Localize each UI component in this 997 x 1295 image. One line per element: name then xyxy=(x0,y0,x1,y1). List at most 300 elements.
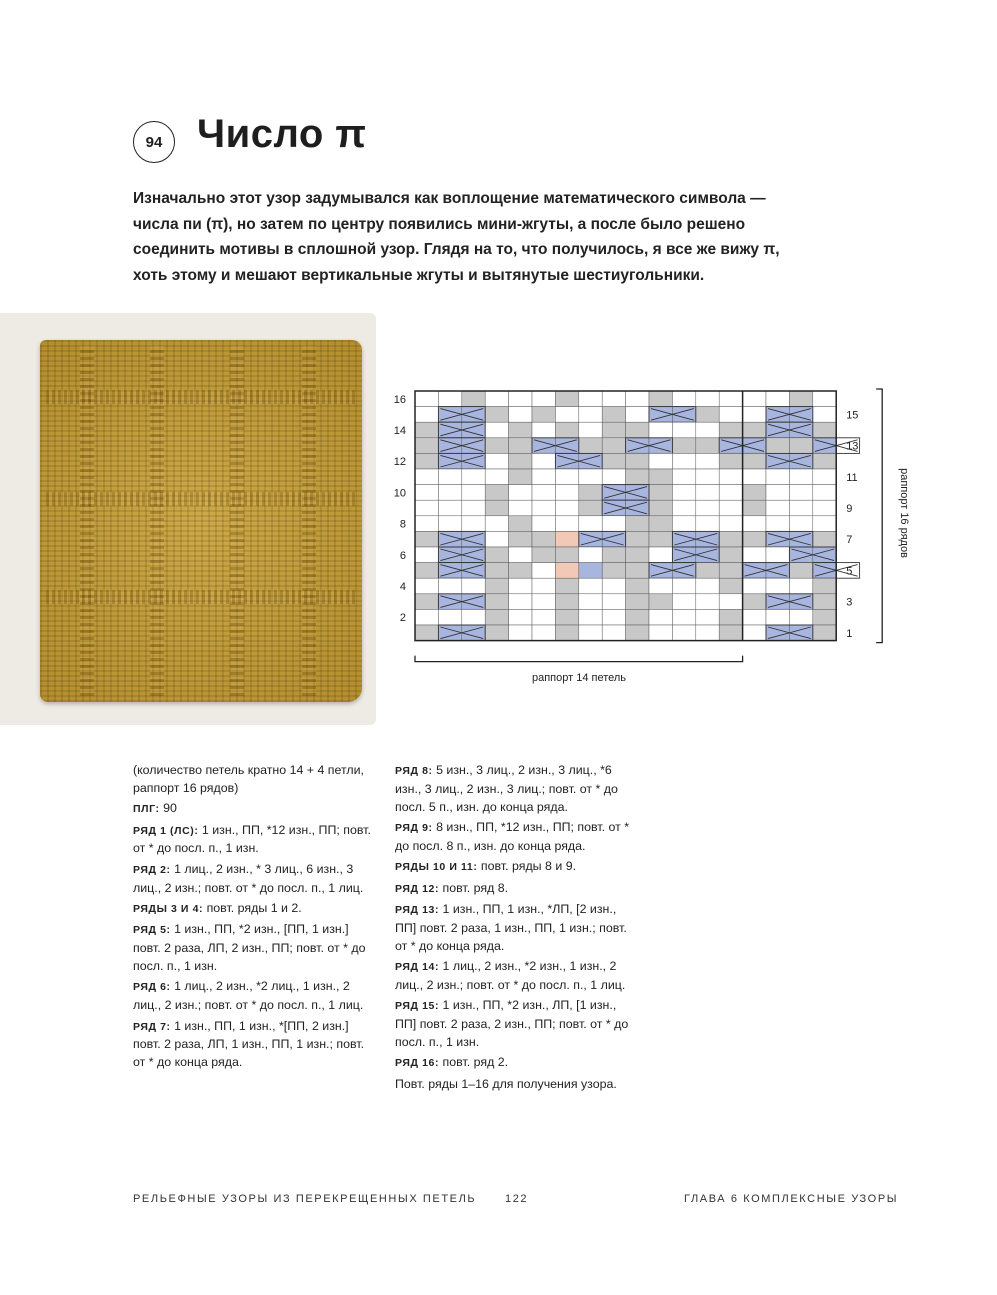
chart-cell xyxy=(602,516,625,532)
chart-cell xyxy=(626,469,649,485)
chart-cell xyxy=(649,625,672,641)
intro-paragraph xyxy=(133,186,813,288)
instruction-paragraph xyxy=(395,1076,640,1094)
chart-cell xyxy=(579,438,602,454)
chart-cell xyxy=(672,594,695,610)
chart-cell xyxy=(415,422,438,438)
chart-cell xyxy=(579,407,602,423)
chart-cell xyxy=(813,407,836,423)
chart-cell xyxy=(532,485,555,501)
instruction-row-label: РЯД 15: xyxy=(395,1000,440,1013)
chart-cell xyxy=(509,578,532,594)
footer-section-title: РЕЛЬЕФНЫЕ УЗОРЫ ИЗ ПЕРЕКРЕЩЕННЫХ ПЕТЕЛЬ xyxy=(133,1193,477,1205)
chart-cell xyxy=(438,609,461,625)
chart-cell xyxy=(462,485,485,501)
chart-cell xyxy=(509,516,532,532)
chart-cell xyxy=(766,516,789,532)
chart-cell xyxy=(579,485,602,501)
chart-cell xyxy=(462,500,485,516)
chart-cell xyxy=(555,531,578,547)
chart-cell xyxy=(485,594,508,610)
chart-cell xyxy=(672,469,695,485)
instruction-paragraph xyxy=(395,819,640,856)
left-row-number: 10 xyxy=(393,487,406,500)
instruction-row-label: РЯДЫ 3 И 4: xyxy=(133,902,204,915)
chart-cell xyxy=(789,469,812,485)
chart-cell xyxy=(555,391,578,407)
right-row-number: 11 xyxy=(846,471,858,484)
chart-cell xyxy=(532,625,555,641)
chart-cell xyxy=(415,516,438,532)
instruction-paragraph xyxy=(395,880,640,899)
chart-cell xyxy=(532,609,555,625)
page-title: Число π xyxy=(197,112,367,156)
chart-cell xyxy=(766,438,789,454)
chart-cell xyxy=(813,391,836,407)
chart-cell xyxy=(509,609,532,625)
chart-cell xyxy=(789,578,812,594)
chart-cell xyxy=(719,500,742,516)
chart-cell xyxy=(696,391,719,407)
chart-cell xyxy=(672,422,695,438)
chart-cell xyxy=(462,609,485,625)
chart-cell xyxy=(438,516,461,532)
chart-cell xyxy=(485,453,508,469)
chart-cell xyxy=(719,469,742,485)
instruction-paragraph xyxy=(133,861,373,898)
chart-cell xyxy=(626,625,649,641)
chart-cell xyxy=(415,563,438,579)
chart-cell xyxy=(789,516,812,532)
chart-cell xyxy=(789,609,812,625)
chart-cell xyxy=(485,609,508,625)
instruction-row-label: РЯД 9: xyxy=(395,821,433,834)
instruction-text: (количество петель кратно 14 + 4 петли, раппорт 16 рядов) xyxy=(133,763,364,795)
chart-cell xyxy=(415,578,438,594)
chart-cell xyxy=(509,625,532,641)
chart-cell xyxy=(649,391,672,407)
chart-cell xyxy=(789,391,812,407)
chart-cell xyxy=(509,500,532,516)
chart-cell xyxy=(509,594,532,610)
right-row-number: 1 xyxy=(846,627,853,640)
chart-cell xyxy=(555,407,578,423)
chart-cell xyxy=(415,594,438,610)
chart-cell xyxy=(813,500,836,516)
chart-cell xyxy=(743,485,766,501)
chart-cell xyxy=(462,516,485,532)
intro-line: хоть этому и мешают вертикальные жгуты и вытянутые шестиугольники. xyxy=(133,266,705,284)
chart-cell xyxy=(485,531,508,547)
chart-cell xyxy=(719,516,742,532)
chart-cell xyxy=(415,469,438,485)
instruction-text: 1 лиц., 2 изн., *2 изн., 1 изн., 2 лиц., 2 изн.; повт. от * до посл. п., 1 лиц. xyxy=(395,958,626,992)
chart-cell xyxy=(532,407,555,423)
right-row-number: 7 xyxy=(846,534,853,547)
chart-cell xyxy=(649,547,672,563)
chart-cell xyxy=(649,516,672,532)
chart-cell xyxy=(462,578,485,594)
chart-cell xyxy=(766,500,789,516)
stitch-repeat-label: раппорт 14 петель xyxy=(531,672,627,684)
right-row-number: 9 xyxy=(846,503,853,515)
chart-cell xyxy=(555,516,578,532)
chart-cell xyxy=(766,469,789,485)
chart-cell xyxy=(579,547,602,563)
chart-cell xyxy=(696,578,719,594)
instruction-row-label: РЯД 13: xyxy=(395,903,440,916)
chart-cell xyxy=(485,438,508,454)
instruction-row-label: РЯД 6: xyxy=(133,981,171,994)
chart-cell xyxy=(813,469,836,485)
chart-cell xyxy=(415,407,438,423)
chart-cell xyxy=(509,438,532,454)
chart-cell xyxy=(696,453,719,469)
instruction-row-label: ПЛГ: xyxy=(133,803,160,816)
chart-cell xyxy=(719,485,742,501)
instruction-row-label: РЯД 16: xyxy=(395,1057,440,1070)
chart-cell xyxy=(602,422,625,438)
left-row-number: 4 xyxy=(399,581,406,593)
chart-cell xyxy=(509,453,532,469)
chart-cell xyxy=(813,453,836,469)
chart-cell xyxy=(602,469,625,485)
chart-cell xyxy=(485,500,508,516)
chart-cell xyxy=(649,531,672,547)
chart-cell xyxy=(626,563,649,579)
chart-cell xyxy=(415,547,438,563)
chart-cell xyxy=(672,500,695,516)
chart-cell xyxy=(532,594,555,610)
chart-cell xyxy=(602,453,625,469)
instruction-paragraph xyxy=(395,997,640,1051)
chart-cell xyxy=(509,469,532,485)
instruction-row-label: РЯД 1 (ЛС): xyxy=(133,824,199,837)
chart-cell xyxy=(602,609,625,625)
swatch-photo xyxy=(0,313,376,725)
instruction-paragraph xyxy=(133,1018,373,1072)
instruction-text: повт. ряды 1 и 2. xyxy=(203,900,302,915)
row-repeat-label: раппорт 16 рядов xyxy=(898,468,910,558)
chart-cell xyxy=(743,469,766,485)
instruction-text: 8 изн., ПП, *12 изн., ПП; повт. от * до посл. 8 п., изн. до конца ряда. xyxy=(395,819,630,853)
chart-cell xyxy=(672,625,695,641)
instruction-paragraph xyxy=(133,762,373,798)
chart-cell xyxy=(438,469,461,485)
chart-cell xyxy=(485,391,508,407)
instruction-row-label: РЯД 12: xyxy=(395,882,440,895)
chart-cell xyxy=(743,422,766,438)
instruction-text: 1 лиц., 2 изн., *2 лиц., 1 изн., 2 лиц., 2 изн.; повт. от * до посл. п., 1 лиц. xyxy=(133,979,364,1013)
chart-cell xyxy=(485,516,508,532)
instruction-row-label: РЯД 5: xyxy=(133,924,171,937)
chart-cell xyxy=(579,625,602,641)
chart-cell xyxy=(485,469,508,485)
intro-line: соединить мотивы в сплошной узор. Глядя на то, что получилось, я все же вижу π, xyxy=(133,241,780,258)
chart-cell xyxy=(743,453,766,469)
chart-cell xyxy=(462,469,485,485)
chart-cell xyxy=(696,609,719,625)
left-row-number: 8 xyxy=(399,518,406,531)
chart-cell xyxy=(696,485,719,501)
instruction-row-label: РЯД 14: xyxy=(395,960,440,973)
stitch-repeat-bracket xyxy=(415,656,743,662)
chart-cell xyxy=(415,391,438,407)
chart-cell xyxy=(719,625,742,641)
chart-cell xyxy=(462,391,485,407)
chart-cell xyxy=(719,609,742,625)
instruction-text: 1 изн., ПП, *2 изн., [ПП, 1 изн.] повт. 2 раза, ЛП, 2 изн., ПП; повт. от * до посл. п., 1 изн. xyxy=(133,922,366,973)
chart-cell xyxy=(672,438,695,454)
chart-cell xyxy=(579,500,602,516)
chart-cell xyxy=(696,407,719,423)
chart-cell xyxy=(485,625,508,641)
chart-cell xyxy=(813,516,836,532)
chart-cell xyxy=(696,438,719,454)
chart-cell xyxy=(743,547,766,563)
chart-cell xyxy=(626,453,649,469)
chart-cell xyxy=(743,609,766,625)
chart-cell xyxy=(415,609,438,625)
chart-cell xyxy=(532,531,555,547)
chart-cell xyxy=(649,500,672,516)
chart-cell xyxy=(813,625,836,641)
chart-cell xyxy=(579,563,602,579)
chart-cell xyxy=(813,422,836,438)
chart-cell xyxy=(743,625,766,641)
chart-cell xyxy=(509,547,532,563)
chart-cell xyxy=(438,578,461,594)
chart-cell xyxy=(438,485,461,501)
chart-cell xyxy=(415,453,438,469)
chart-cell xyxy=(766,547,789,563)
chart-cell xyxy=(813,609,836,625)
chart-cell xyxy=(719,422,742,438)
footer-chapter-title: ГЛАВА 6 КОМПЛЕКСНЫЕ УЗОРЫ xyxy=(684,1193,899,1205)
chart-cell xyxy=(555,485,578,501)
chart-cell xyxy=(532,391,555,407)
chart-cell xyxy=(532,563,555,579)
chart-cell xyxy=(438,500,461,516)
chart-cell xyxy=(555,469,578,485)
instruction-text: 1 изн., ПП, *12 изн., ПП; повт. от * до посл. п., 1 изн. xyxy=(133,822,371,856)
chart-cell xyxy=(626,516,649,532)
right-row-number: 5 xyxy=(846,565,853,578)
right-row-number: 13 xyxy=(846,440,859,453)
chart-cell xyxy=(766,578,789,594)
chart-cell xyxy=(579,578,602,594)
row-repeat-bracket xyxy=(876,389,882,643)
chart-cell xyxy=(719,531,742,547)
chart-cell xyxy=(509,563,532,579)
chart-cell xyxy=(743,578,766,594)
instruction-paragraph xyxy=(395,762,640,816)
chart-cell xyxy=(579,422,602,438)
chart-cell xyxy=(532,469,555,485)
pattern-number-badge xyxy=(133,121,175,163)
chart-cell xyxy=(672,578,695,594)
chart-cell xyxy=(602,625,625,641)
instruction-row-label: РЯД 2: xyxy=(133,863,171,876)
instruction-text: 5 изн., 3 лиц., 2 изн., 3 лиц., *6 изн., 3 лиц., 2 изн., 3 лиц.; повт. от * до посл. 5 п., изн. до конца ряда. xyxy=(395,763,618,814)
chart-cell xyxy=(766,609,789,625)
chart-cell xyxy=(485,547,508,563)
left-row-number: 12 xyxy=(393,456,406,469)
instruction-paragraph xyxy=(395,901,640,955)
chart-cell xyxy=(602,578,625,594)
instruction-row-label: РЯДЫ 10 И 11: xyxy=(395,861,478,874)
chart-cell xyxy=(509,485,532,501)
instruction-text: повт. ряды 8 и 9. xyxy=(477,859,577,874)
chart-cell xyxy=(415,438,438,454)
instruction-row-label: РЯД 8: xyxy=(395,765,433,777)
chart-cell xyxy=(672,391,695,407)
chart-cell xyxy=(626,531,649,547)
chart-cell xyxy=(789,500,812,516)
chart-cell xyxy=(743,500,766,516)
instruction-text: повт. ряд 2. xyxy=(439,1055,509,1070)
chart-cell xyxy=(626,609,649,625)
chart-cell xyxy=(415,531,438,547)
instruction-text: 1 изн., ПП, 1 изн., *[ПП, 2 изн.] повт. 2 раза, ЛП, 1 изн., ПП, 1 изн.; повт. от * до конца ряда. xyxy=(133,1018,365,1070)
chart-cell xyxy=(672,453,695,469)
instruction-paragraph xyxy=(395,1054,640,1073)
chart-cell xyxy=(555,609,578,625)
chart-cell xyxy=(602,594,625,610)
chart-cell xyxy=(602,438,625,454)
chart-cell xyxy=(532,578,555,594)
chart-cell xyxy=(649,485,672,501)
chart-cell xyxy=(696,516,719,532)
chart-cell xyxy=(719,547,742,563)
chart-cell xyxy=(415,500,438,516)
chart-cell xyxy=(509,531,532,547)
instruction-paragraph xyxy=(395,858,640,877)
left-row-number: 16 xyxy=(393,393,406,406)
left-row-number: 6 xyxy=(399,549,406,562)
chart-cell xyxy=(415,625,438,641)
chart-cell xyxy=(649,594,672,610)
chart-cell xyxy=(672,485,695,501)
chart-cell xyxy=(602,407,625,423)
right-row-number: 15 xyxy=(846,409,859,422)
chart-cell xyxy=(743,391,766,407)
chart-cell xyxy=(602,563,625,579)
instruction-text: 1 изн., ПП, 1 изн., *ЛП, [2 изн., ПП] повт. 2 раза, 1 изн., ПП, 1 изн.; повт. от * до конца ряда. xyxy=(395,901,627,953)
chart-cell xyxy=(555,422,578,438)
chart-cell xyxy=(696,500,719,516)
instruction-text: 90 xyxy=(159,801,177,816)
chart-cell xyxy=(719,563,742,579)
chart-cell xyxy=(579,609,602,625)
left-row-number: 2 xyxy=(399,612,406,625)
instruction-paragraph xyxy=(133,978,373,1015)
chart-cell xyxy=(766,485,789,501)
chart-cell xyxy=(509,391,532,407)
chart-cell xyxy=(532,547,555,563)
chart-cell xyxy=(485,485,508,501)
chart-cell xyxy=(438,391,461,407)
chart-cell xyxy=(696,563,719,579)
chart-cell xyxy=(485,563,508,579)
intro-line: числа пи (π), но затем по центру появились мини-жгуты, а после было решено xyxy=(133,215,746,233)
chart-cell xyxy=(602,547,625,563)
instruction-paragraph xyxy=(133,822,373,859)
chart-cell xyxy=(626,422,649,438)
chart-cell xyxy=(579,469,602,485)
instruction-paragraph xyxy=(133,921,373,975)
chart-cell xyxy=(649,453,672,469)
knitting-chart xyxy=(380,380,910,690)
chart-cell xyxy=(579,516,602,532)
chart-cell xyxy=(813,531,836,547)
chart-cell xyxy=(719,578,742,594)
chart-cell xyxy=(743,594,766,610)
chart-cell xyxy=(532,453,555,469)
chart-cell xyxy=(719,594,742,610)
instruction-paragraph xyxy=(133,900,373,919)
chart-cell xyxy=(696,469,719,485)
chart-cell xyxy=(649,578,672,594)
chart-cell xyxy=(555,625,578,641)
chart-cell xyxy=(766,391,789,407)
chart-cell xyxy=(626,391,649,407)
chart-cell xyxy=(719,453,742,469)
chart-cell xyxy=(813,578,836,594)
chart-cell xyxy=(485,422,508,438)
instruction-text: Повт. ряды 1–16 для получения узора. xyxy=(395,1076,617,1091)
chart-cell xyxy=(743,407,766,423)
chart-cell xyxy=(509,422,532,438)
chart-cell xyxy=(743,531,766,547)
chart-cell xyxy=(579,391,602,407)
instruction-row-label: РЯД 7: xyxy=(133,1020,171,1033)
chart-cell xyxy=(626,547,649,563)
chart-cell xyxy=(415,485,438,501)
instruction-paragraph xyxy=(133,800,373,819)
chart-cell xyxy=(649,609,672,625)
knitted-swatch-image xyxy=(40,340,362,702)
chart-cell xyxy=(719,407,742,423)
chart-cell xyxy=(719,391,742,407)
chart-cell xyxy=(696,422,719,438)
chart-cell xyxy=(532,422,555,438)
chart-cell xyxy=(672,516,695,532)
chart-cell xyxy=(485,407,508,423)
chart-cell xyxy=(532,500,555,516)
instructions-column-2 xyxy=(395,762,640,1096)
chart-cell xyxy=(555,563,578,579)
chart-cell xyxy=(579,594,602,610)
chart-cell xyxy=(555,578,578,594)
chart-cell xyxy=(789,438,812,454)
chart-cell xyxy=(555,547,578,563)
chart-cell xyxy=(649,422,672,438)
instruction-paragraph xyxy=(395,958,640,995)
instruction-text: 1 лиц., 2 изн., * 3 лиц., 6 изн., 3 лиц., 2 изн.; повт. от * до посл. п., 1 лиц. xyxy=(133,861,364,895)
chart-cell xyxy=(649,469,672,485)
pattern-number: 94 xyxy=(145,133,163,151)
chart-cell xyxy=(509,407,532,423)
chart-cell xyxy=(602,391,625,407)
chart-cell xyxy=(789,485,812,501)
chart-cell xyxy=(555,594,578,610)
chart-cell xyxy=(626,594,649,610)
chart-cell xyxy=(813,485,836,501)
chart-cell xyxy=(555,500,578,516)
chart-cell xyxy=(626,407,649,423)
chart-cell xyxy=(813,594,836,610)
